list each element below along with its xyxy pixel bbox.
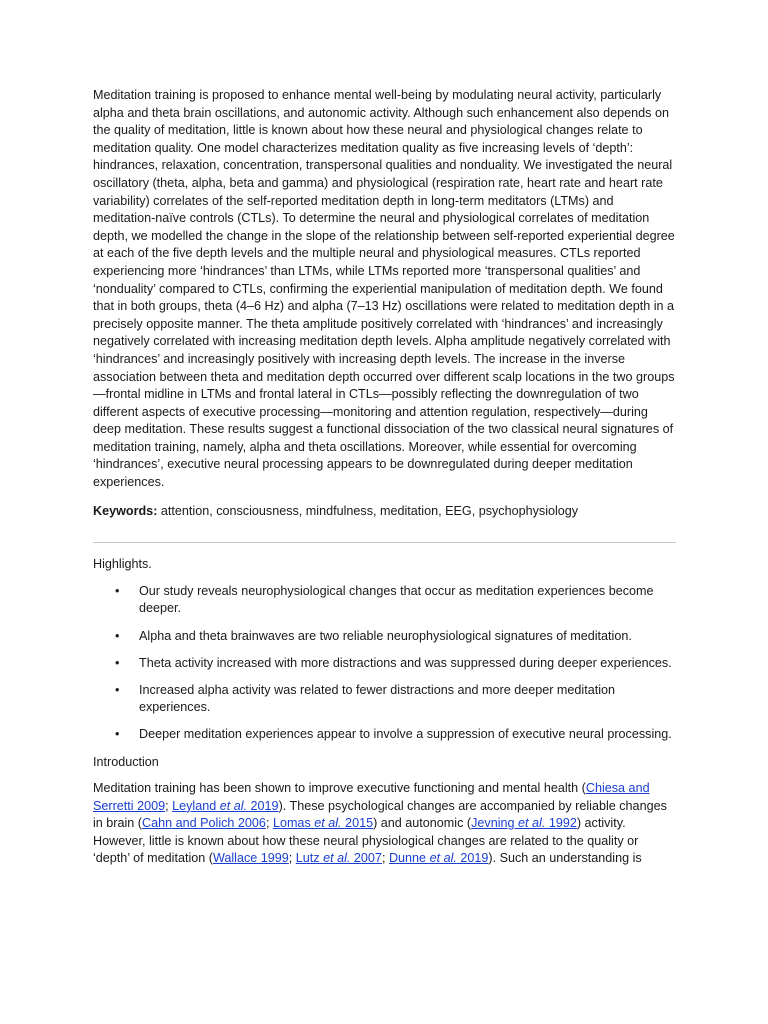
citation-link-chiesa-serretti[interactable]: Chiesa and Serretti 2009 [93, 781, 650, 813]
citation-year: 2019 [247, 798, 279, 813]
citation-author: Dunne [388, 851, 430, 866]
highlight-text: Our study reveals neurophysiological changes that occur as meditation experiences become deeper. [139, 583, 654, 616]
bullet-icon: • [115, 655, 120, 670]
citation-author: Lutz [295, 851, 324, 866]
citation-separator: ; [288, 851, 296, 866]
section-divider [93, 542, 676, 543]
intro-text-segment: ) and autonomic ( [373, 816, 472, 831]
citation-link-cahn-polich[interactable]: Cahn and Polich 2006 [142, 816, 266, 831]
bullet-icon: • [115, 628, 120, 643]
keywords-list: attention, consciousness, mindfulness, meditation, EEG, psychophysiology [160, 503, 579, 518]
citation-separator: ; [381, 851, 389, 866]
citation-etal: et al. [314, 816, 342, 831]
citation-year: 2019 [456, 851, 489, 866]
highlight-text: Deeper meditation experiences appear to involve a suppression of executive neural processing. [139, 727, 672, 742]
intro-text-segment: Meditation training has been shown to improve executive functioning and mental health ( [93, 781, 586, 796]
citation-link-leyland[interactable] [172, 799, 278, 813]
keywords-line [93, 503, 676, 521]
citation-link-jevning[interactable] [471, 816, 577, 830]
citation-year: 1992 [545, 816, 577, 831]
list-item [93, 628, 676, 646]
citation-separator: ; [265, 816, 273, 831]
intro-text-segment: ). These psychological changes are accompanied by reliable changes in brain ( [93, 798, 667, 831]
highlights-heading: Highlights. [93, 557, 152, 572]
bullet-icon: • [115, 583, 120, 598]
citation-etal: et al. [518, 816, 546, 831]
intro-text-segment: ) activity. However, little is known about how these neural physiological changes are related to the quality or ‘depth’ of meditation ( [93, 816, 639, 866]
citation-separator: ; [165, 798, 173, 813]
list-item [93, 655, 676, 673]
introduction-paragraph [93, 780, 676, 868]
citation-link-dunne[interactable] [389, 851, 488, 865]
citation-year: 2015 [341, 816, 374, 831]
citation-author: Lomas [272, 816, 315, 831]
bullet-icon: • [115, 727, 120, 742]
highlight-text: Alpha and theta brainwaves are two reliable neurophysiological signatures of meditation. [139, 628, 632, 643]
highlight-text: Theta activity increased with more distractions and was suppressed during deeper experiences. [139, 655, 672, 670]
introduction-heading: Introduction [93, 754, 159, 769]
citation-link-wallace[interactable]: Wallace 1999 [212, 851, 289, 866]
citation-etal: et al. [219, 798, 248, 813]
highlights-list [93, 583, 676, 744]
citation-etal: et al. [323, 851, 351, 866]
list-item [93, 726, 676, 744]
highlight-text: Increased alpha activity was related to fewer distractions and more deeper meditation experiences. [139, 682, 616, 715]
bullet-icon: • [115, 682, 120, 697]
citation-link-lomas[interactable] [273, 816, 373, 830]
list-item [93, 583, 676, 618]
citation-link-lutz[interactable] [296, 851, 382, 865]
list-item [93, 682, 676, 717]
citation-author: Jevning [471, 816, 519, 831]
intro-text-segment: ). Such an understanding is [488, 851, 642, 866]
keywords-label: Keywords: [93, 503, 158, 518]
citation-etal: et al. [429, 851, 457, 866]
abstract-text: Meditation training is proposed to enhance mental well-being by modulating neural activity, particularly alpha and theta brain oscillations, and autonomic activity. Although such enhancement also depends on the quality of meditation, little is known about how these neural and physiological changes relate to meditation quality. One model characterizes meditation quality as five increasing levels of ‘depth’: hindrances, relaxation, concentration, transpersonal qualities and nonduality. We investigated the neural oscillatory (theta, alpha, beta and gamma) and physiological (respiration rate, heart rate and heart rate variability) correlates of the self-reported meditation depth in long-term meditators (LTMs) and meditation-naïve controls (CTLs). To determine the neural and physiological correlates of meditation depth, we modelled the change in the slope of the relationship between self-reported experiential degree at each of the five depth levels and the multiple neural and physiological measures. CTLs reported experiencing more ‘hindrances’ than LTMs, while LTMs reported more ‘transpersonal qualities’ and ‘nonduality’ compared to CTLs, confirming the experiential manipulation of meditation depth. We found that in both groups, theta (4–6 Hz) and alpha (7–13 Hz) oscillations were related to meditation depth in a precisely opposite manner. The theta amplitude positively correlated with ‘hindrances’ and increasingly negatively correlated with increasing meditation depth levels. Alpha amplitude negatively correlated with ‘hindrances’ and increasingly positively with increasing depth levels. The increase in the inverse association between theta and meditation depth occurred over different scalp locations in the two groups—frontal midline in LTMs and frontal lateral in CTLs—possibly reflecting the downregulation of two different aspects of executive processing—monitoring and attention regulation, respectively—during deep meditation. These results suggest a functional dissociation of the two classical neural signatures of meditation training, namely, alpha and theta oscillations. Moreover, while essential for overcoming ‘hindrances’, executive neural processing appears to be downregulated during deeper meditation experiences. [93, 88, 675, 490]
citation-year: 2007 [350, 851, 382, 866]
citation-author: Leyland [172, 798, 220, 813]
